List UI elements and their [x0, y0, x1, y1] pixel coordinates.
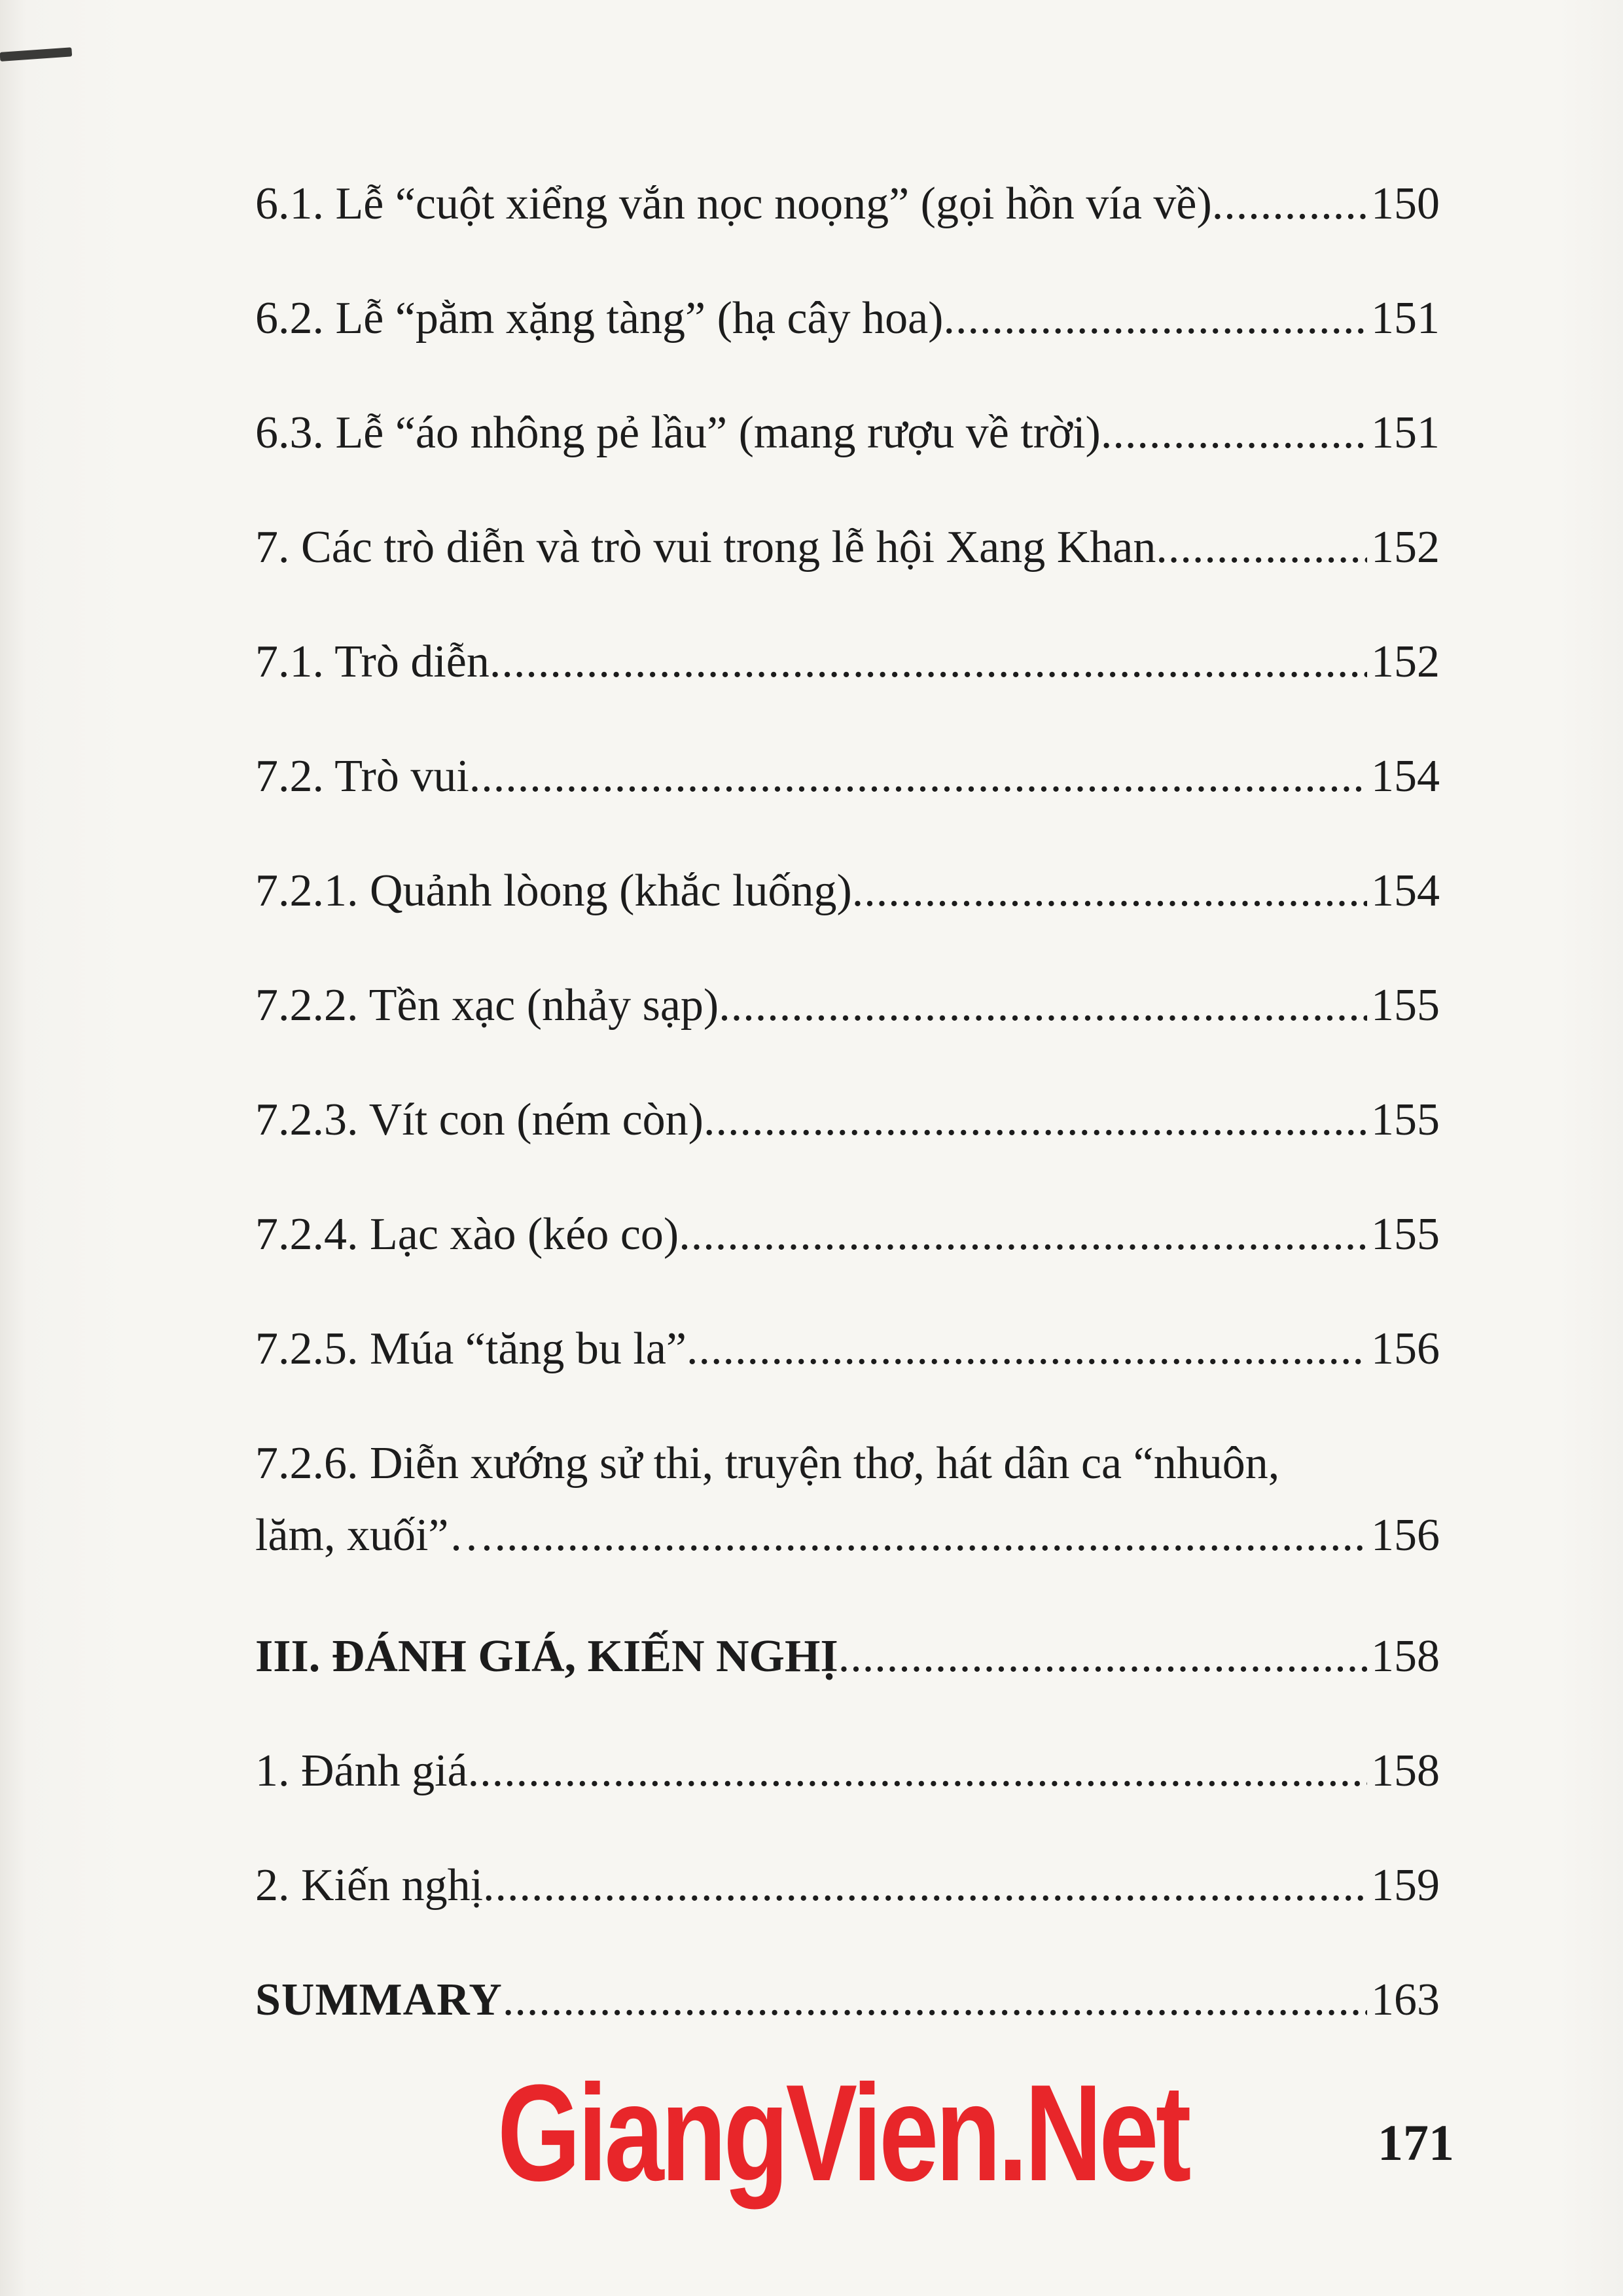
toc-leader-dots [468, 1744, 1367, 1799]
page-number: 171 [1378, 2114, 1454, 2171]
toc-leader-dots [1101, 406, 1367, 461]
toc-entry-6-3 [255, 406, 1440, 461]
toc-entry-page: 154 [1371, 866, 1440, 916]
toc-entry-7-1 [255, 635, 1440, 690]
toc-entry-7-2-6 [255, 1436, 1440, 1563]
toc-entry-7 [255, 520, 1440, 575]
toc-entry-label: 6.3. Lễ “áo nhông pẻ lầu” (mang rượu về trời) [255, 408, 1101, 458]
toc-entry-label: 7.2.4. Lạc xào (kéo co) [255, 1209, 679, 1260]
toc-entry-label-line1: 7.2.6. Diễn xướng sử thi, truyện thơ, hát dân ca “nhuôn, [255, 1438, 1280, 1489]
toc-entry-7-2-4 [255, 1207, 1440, 1262]
toc-entry-label-line2: lăm, xuối”… [255, 1510, 495, 1561]
toc-leader-dots [1156, 520, 1367, 575]
toc-entry-label: 7.2.2. Tền xạc (nhảy sạp) [255, 980, 719, 1031]
toc-entry-page: 151 [1371, 293, 1440, 344]
toc-entry-6-2 [255, 291, 1440, 346]
toc-leader-dots [490, 635, 1367, 690]
toc-entry-label: 7.2.5. Múa “tăng bu la” [255, 1324, 687, 1374]
toc-entry-page: 163 [1371, 1975, 1440, 2025]
toc-leader-dots [838, 1629, 1367, 1684]
toc-entry-7-2-2 [255, 978, 1440, 1033]
toc-entry-page: 155 [1371, 1095, 1440, 1145]
toc-entry-label: 7.1. Trò diễn [255, 637, 490, 687]
toc-entry-summary [255, 1973, 1440, 2028]
toc-leader-dots [852, 864, 1367, 919]
toc-entry-label: 6.1. Lễ “cuột xiểng vắn nọc noọng” (gọi hồn vía về) [255, 179, 1212, 229]
toc-entry-label: 7. Các trò diễn và trò vui trong lễ hội Xang Khan [255, 522, 1156, 573]
toc-entry-label: 7.2.1. Quảnh lòong (khắc luống) [255, 866, 852, 916]
toc-entry-page: 151 [1371, 408, 1440, 458]
toc-entry-7-2-3 [255, 1093, 1440, 1148]
toc-entry-7-2-5 [255, 1322, 1440, 1377]
toc-entry-7-2 [255, 749, 1440, 804]
toc-leader-dots [469, 749, 1367, 804]
toc-entry-kien-nghi [255, 1858, 1440, 1913]
toc-leader-dots [943, 291, 1367, 346]
toc-entry-section-iii [255, 1629, 1440, 1684]
toc-entry-page: 156 [1371, 1510, 1440, 1561]
toc-leader-dots [719, 978, 1367, 1033]
toc-entry-page: 150 [1371, 179, 1440, 229]
toc-leader-dots [704, 1093, 1367, 1148]
toc-entry-label: 7.2. Trò vui [255, 751, 469, 802]
toc-leader-dots [483, 1858, 1367, 1913]
toc-entry-page: 155 [1371, 1209, 1440, 1260]
toc-entry-page: 159 [1371, 1860, 1440, 1911]
toc-entry-page: 155 [1371, 980, 1440, 1031]
toc-entry-page: 154 [1371, 751, 1440, 802]
toc-entry-7-2-1 [255, 864, 1440, 919]
toc-leader-dots [1212, 177, 1367, 232]
toc-leader-dots [687, 1322, 1367, 1377]
toc-entry-label: 1. Đánh giá [255, 1746, 468, 1796]
toc-entry-page: 158 [1371, 1746, 1440, 1796]
toc-entry-danh-gia [255, 1744, 1440, 1799]
toc-leader-dots [503, 1973, 1367, 2028]
toc-entry-page: 152 [1371, 637, 1440, 687]
watermark-logo: GiangVien.Net [497, 2056, 1188, 2210]
toc-entry-page: 156 [1371, 1324, 1440, 1374]
toc-entry-label: 6.2. Lễ “pằm xặng tàng” (hạ cây hoa) [255, 293, 944, 344]
toc-entry-page: 158 [1371, 1631, 1440, 1682]
toc-entry-label: 7.2.3. Vít con (ném còn) [255, 1095, 704, 1145]
toc-entry-6-1 [255, 177, 1440, 232]
toc-leader-dots [679, 1207, 1367, 1262]
toc-leader-dots [494, 1508, 1367, 1563]
toc-entry-label: 2. Kiến nghị [255, 1860, 484, 1911]
toc-entry-page: 152 [1371, 522, 1440, 573]
toc-entry-label: SUMMARY [255, 1975, 503, 2025]
toc-entry-label: III. ĐÁNH GIÁ, KIẾN NGHỊ [255, 1631, 838, 1682]
